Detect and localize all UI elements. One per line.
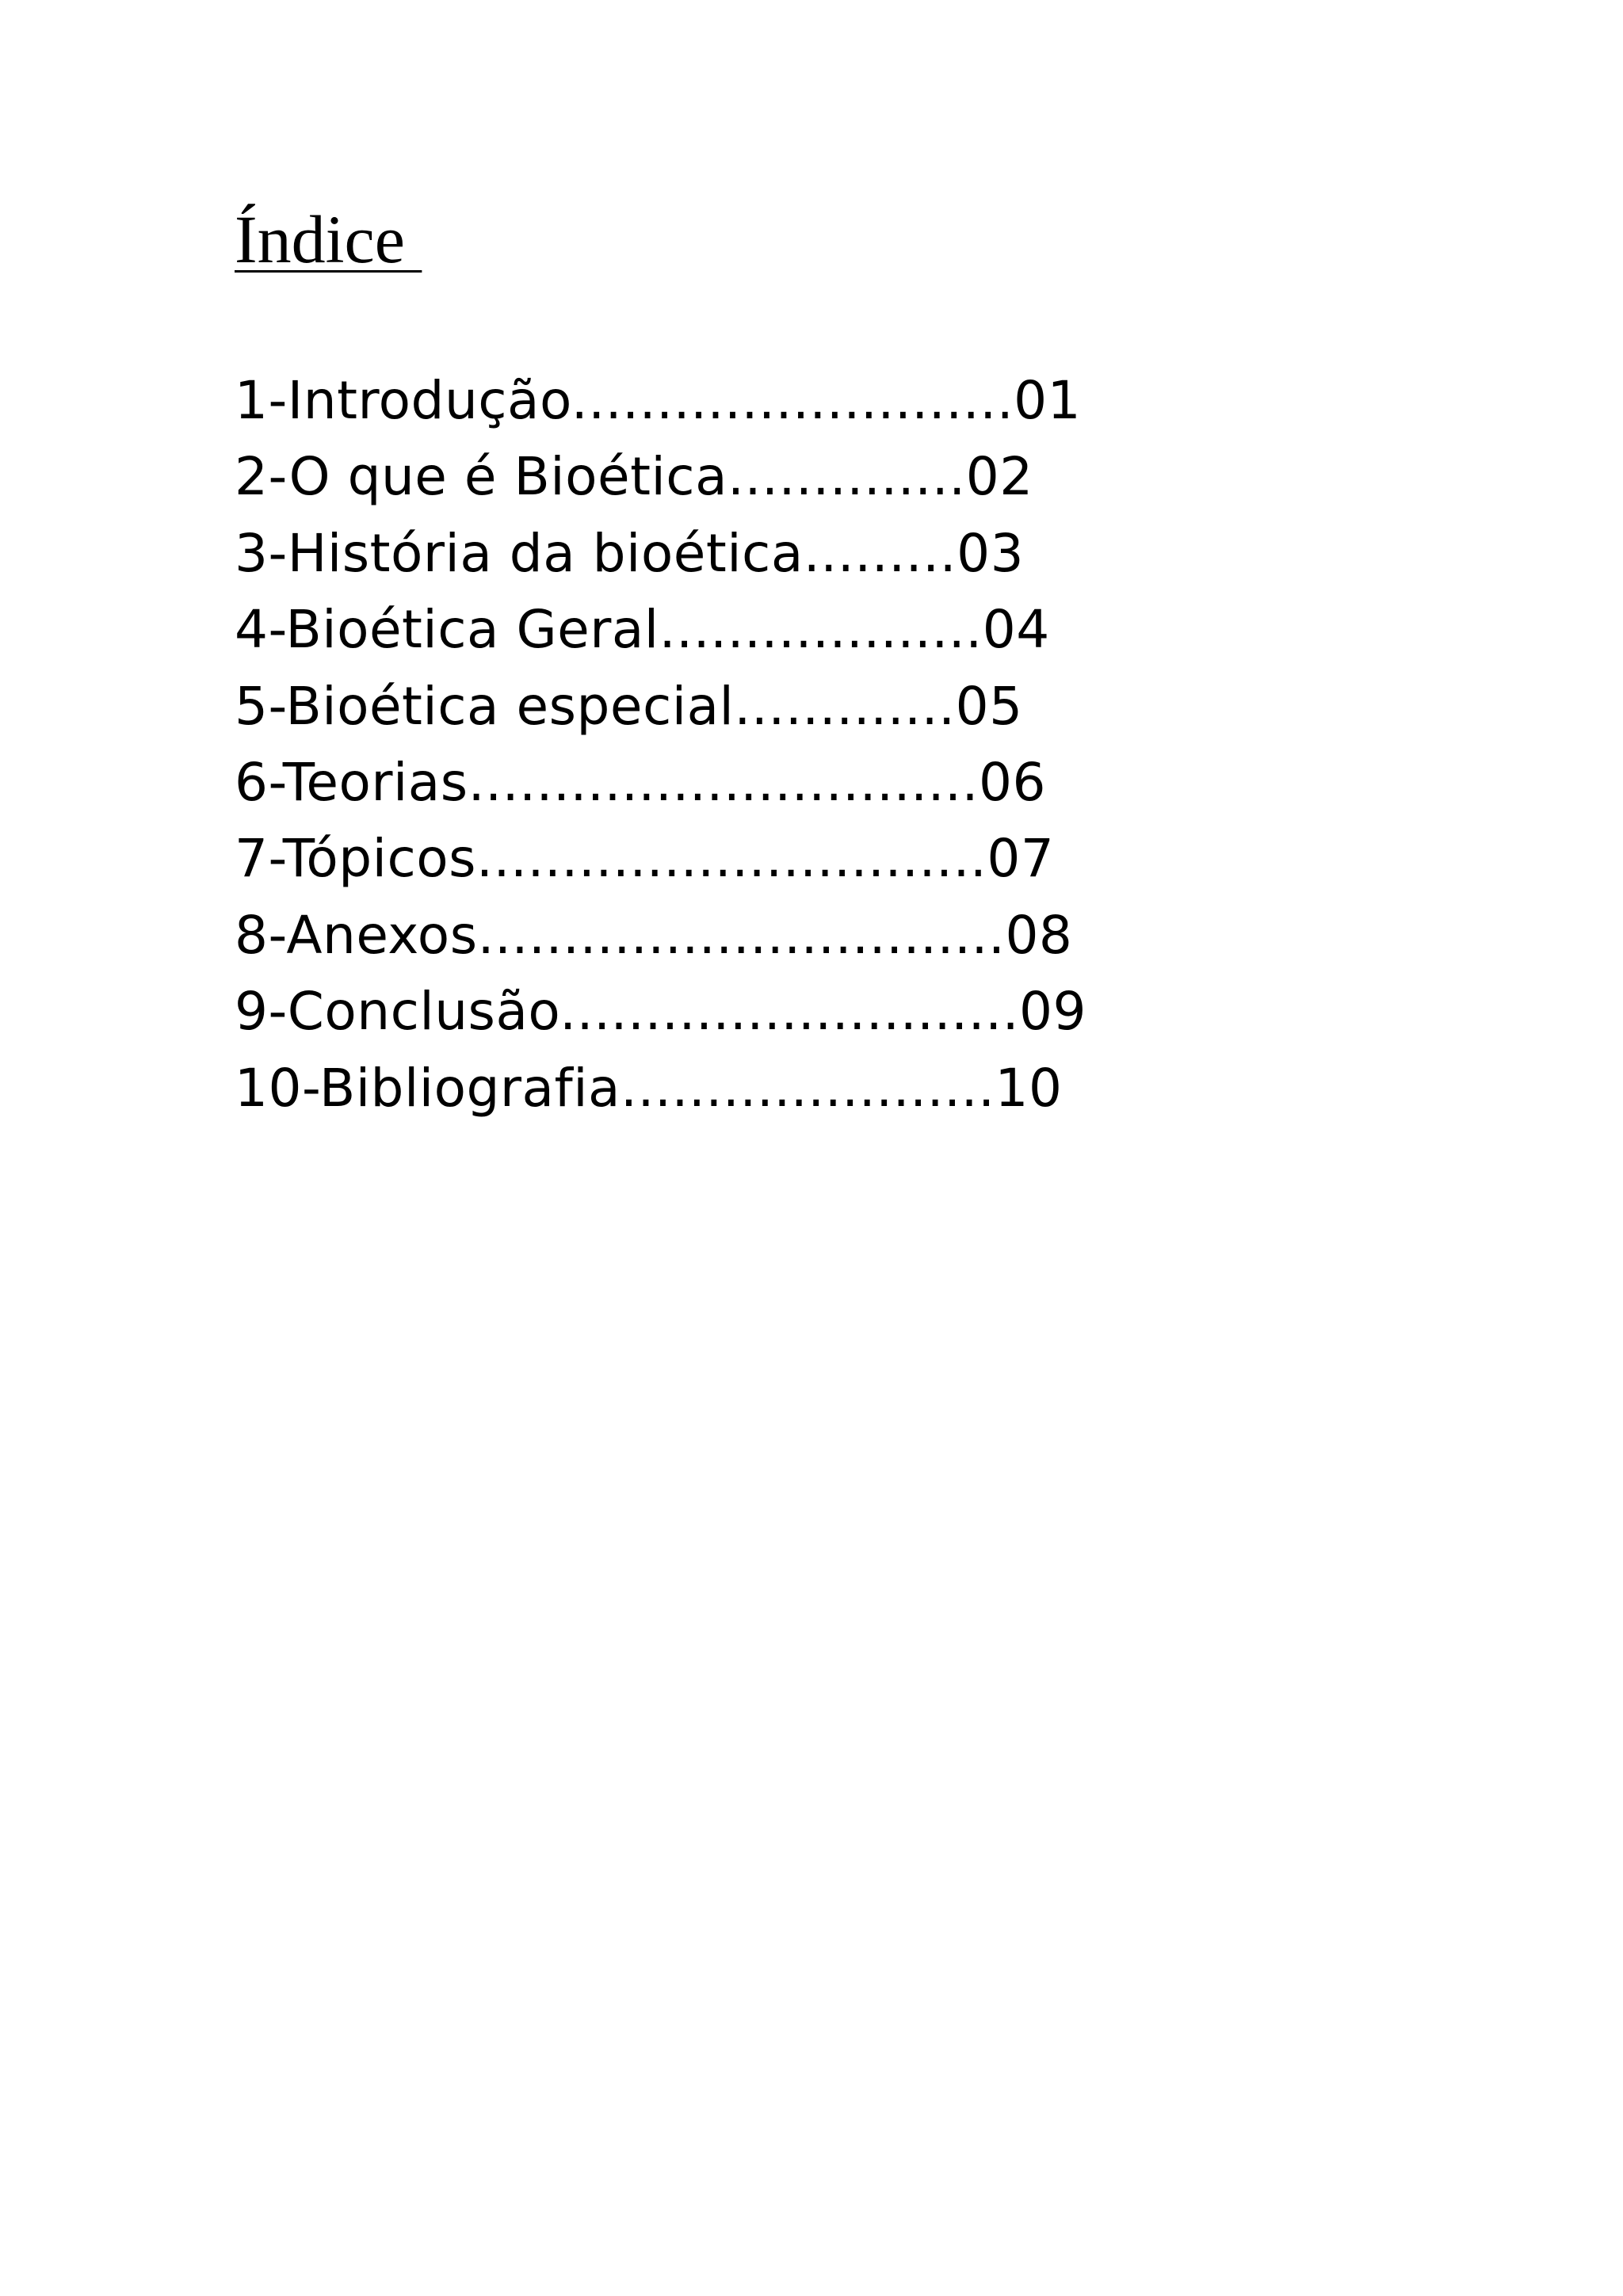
page-title: Índice xyxy=(235,201,422,277)
table-of-contents xyxy=(235,363,1086,1127)
toc-entry-teorias: 6-Teorias..............................06 xyxy=(235,751,1047,813)
toc-entry-historia-da-bioetica: 3-História da bioética.........03 xyxy=(235,522,1025,584)
toc-entry-introducao: 1-Introdução..........................01 xyxy=(235,370,1082,431)
toc-entry-anexos: 8-Anexos...............................08 xyxy=(235,904,1073,966)
toc-entry-bioetica-geral: 4-Bioética Geral...................04 xyxy=(235,599,1050,661)
toc-entry-o-que-e-bioetica: 2-O que é Bioética..............02 xyxy=(235,446,1033,508)
toc-entry-bioetica-especial: 5-Bioética especial.............05 xyxy=(235,675,1023,737)
toc-entry-topicos: 7-Tópicos..............................07 xyxy=(235,828,1055,890)
toc-entry-bibliografia: 10-Bibliografia......................10 xyxy=(235,1057,1063,1119)
toc-entry-conclusao: 9-Conclusão...........................09 xyxy=(235,981,1087,1043)
